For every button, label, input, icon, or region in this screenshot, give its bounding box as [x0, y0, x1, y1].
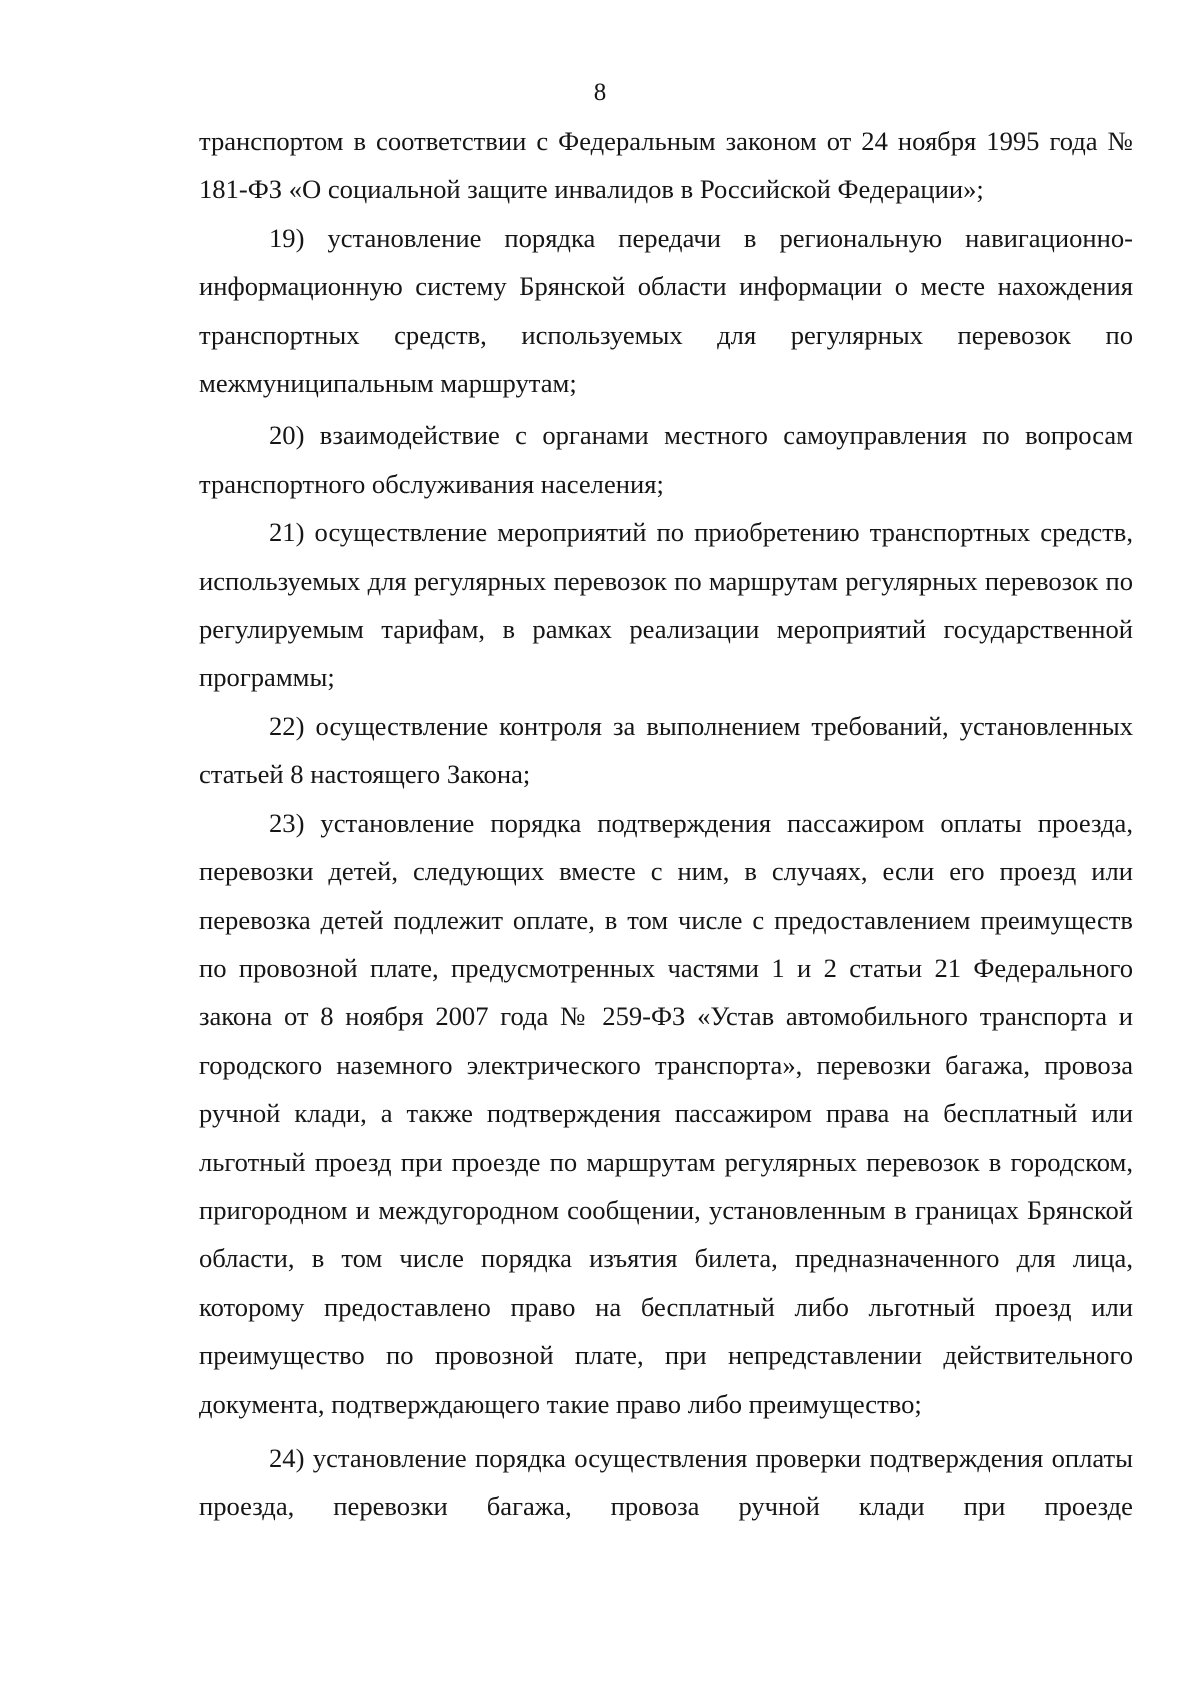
paragraph-item-22: 22) осуществление контроля за выполнением требований, установленных статьей 8 настоящего Закона;: [199, 710, 1133, 790]
paragraph-item-24: 24) установление порядка осуществления проверки подтверждения оплаты проезда, перевозки багажа, провоза ручной клади при проезде: [199, 1442, 1133, 1522]
paragraph-item-21: 21) осуществление мероприятий по приобретению транспортных средств, используемых для регулярных перевозок по маршрутам регулярных перевозок по регулируемым тарифам, в рамках реализации мероприятий государственной программы;: [199, 517, 1133, 693]
paragraph-item-19: 19) установление порядка передачи в региональную навигационно-информационную систему Брянской области информации о месте нахождения транспортных средств, используемых для регулярных перевозок по межмуниципальным маршрутам;: [199, 222, 1133, 399]
paragraph-item-23: 23) установление порядка подтверждения пассажиром оплаты проезда, перевозки детей, следующих вместе с ним, в случаях, если его проезд или перевозка детей подлежит оплате, в том числе с предоставлением преимуществ по провозной плате, предусмотренных частями 1 и 2 статьи 21 Федерального закона от 8 ноября 2007 года № 259-ФЗ «Устав автомобильного транспорта и городского наземного электрического транспорта», перевозки багажа, провоза ручной клади, а также подтверждения пассажиром права на бесплатный или льготный проезд при проезде по маршрутам регулярных перевозок в городском, пригородном и междугородном сообщении, установленным в границах Брянской области, в том числе порядка изъятия билета, предназначенного для лица, которому предоставлено право на бесплатный либо льготный проезд или преимущество по провозной плате, при непредставлении действительного документа, подтверждающего такие право либо преимущество;: [199, 807, 1133, 1419]
paragraph-item-20: 20) взаимодействие с органами местного самоуправления по вопросам транспортного обслуживания населения;: [199, 420, 1133, 499]
paragraph-continuation: транспортом в соответствии с Федеральным законом от 24 ноября 1995 года № 181-ФЗ «О социальной защите инвалидов в Российской Федерации»;: [199, 126, 1133, 205]
page-number: 8: [593, 79, 607, 106]
document-body: [199, 117, 1133, 1531]
